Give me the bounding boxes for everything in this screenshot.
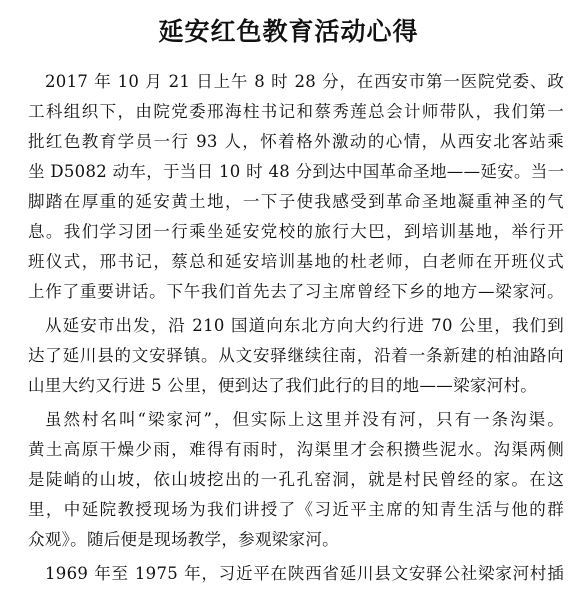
paragraph-1-line-2: 工科组织下，由院党委邢海柱书记和蔡秀莲总会计师带队，我们第一 <box>28 102 564 121</box>
paragraph-1-line-5: 脚踏在厚重的延安黄土地，一下子使我感受到革命圣地凝重神圣的气 <box>28 192 564 211</box>
paragraph-2-line-2: 达了延川县的文安驿镇。从文安驿继续往南，沿着一条新建的柏油路向 <box>28 346 564 365</box>
paragraph-1-line-3: 批红色教育学员一行 93 人，怀着格外激动的心情，从西安北客站乘 <box>28 132 564 151</box>
paragraph-3-line-5: 众观》。随后便是现场教学，参观梁家河。 <box>28 530 339 549</box>
paragraph-3-line-4: 里，中延院教授现场为我们讲授了《习近平主席的知青生活与他的群 <box>28 500 564 519</box>
paragraph-3-line-1: 虽然村名叫“梁家河”，但实际上这里并没有河，只有一条沟渠。 <box>45 410 564 429</box>
paragraph-3-line-2: 黄土高原干燥少雨，难得有雨时，沟渠里才会积攒些泥水。沟渠两侧 <box>28 440 564 459</box>
paragraph-4-line-1: 1969 年至 1975 年，习近平在陕西省延川县文安驿公社梁家河村插 <box>45 564 564 583</box>
paragraph-1-line-4: 坐 D5082 动车，于当日 10 时 48 分到达中国革命圣地——延安。当一 <box>28 162 565 181</box>
paragraph-2-line-1: 从延安市出发，沿 210 国道向东北方向大约行进 70 公里，我们到 <box>45 316 564 335</box>
paragraph-1-line-7: 班仪式，邢书记，蔡总和延安培训基地的杜老师，白老师在开班仪式 <box>28 252 564 271</box>
paragraph-1-line-6: 息。我们学习团一行乘坐延安党校的旅行大巴，到培训基地，举行开 <box>28 222 564 241</box>
paragraph-2-line-3: 山里大约又行进 5 公里，便到达了我们此行的目的地——梁家河村。 <box>28 376 538 395</box>
paragraph-1-line-1: 2017 年 10 月 21 日上午 8 时 28 分，在西安市第一医院党委、政 <box>45 72 564 91</box>
document-body <box>28 67 564 589</box>
document-title: 延安红色教育活动心得 <box>158 17 419 46</box>
paragraph-1-line-8: 上作了重要讲话。下午我们首先去了习主席曾经下乡的地方—梁家河。 <box>28 282 564 301</box>
paragraph-3-line-3: 是陡峭的山坡，依山坡挖出的一孔孔窑洞，就是村民曾经的家。在这 <box>28 470 564 489</box>
